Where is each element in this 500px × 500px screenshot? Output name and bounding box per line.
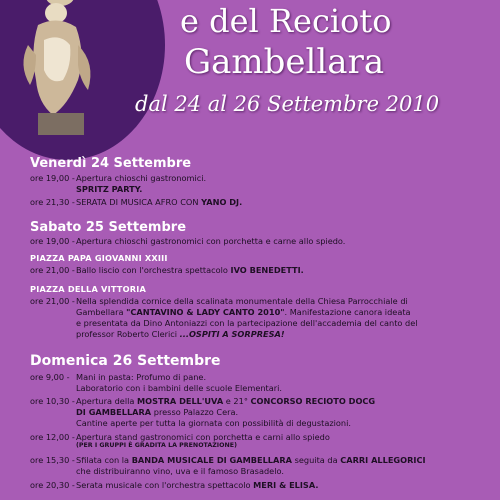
row-text: Mani in pasta: Profumo di pane. [76,372,207,382]
row-continuation: Cantine aperte per tutta la giornata con possibilità di degustazioni. [76,418,351,428]
schedule-row [30,265,304,276]
row-text: Apertura stand gastronomici con porchetta e carni allo spiedo [76,432,330,442]
row-text: Nella splendida cornice della scalinata monumentale della Chiesa Parrocchiale di [76,296,408,306]
row-continuation: Laboratorio con i bambini delle scuole Elementari. [76,383,283,393]
row-continuation: e presentata da Dino Antoniazzi con la partecipazione dell'accademia del canto del [76,318,418,328]
row-time: ore 15,30 - [30,455,75,465]
schedule-row [30,236,345,247]
row-time: ore 12,00 - [30,432,75,442]
row-text: SERATA DI MUSICA AFRO CON YANO DJ. [76,197,243,207]
day-heading-saturday: Sabato 25 Settembre [30,220,187,235]
row-text: Apertura chioschi gastronomici. [76,173,207,183]
event-title-line1: e del Recioto [180,2,392,40]
row-time: ore 21,00 - [30,296,75,306]
header-image-frame [0,0,165,160]
row-time: ore 9,00 - [30,372,70,382]
row-time: ore 20,30 - [30,480,75,490]
event-title-line2: Gambellara [184,42,385,82]
row-time: ore 19,00 - [30,236,75,246]
schedule-row [30,173,206,184]
row-time: ore 21,30 - [30,197,75,207]
row-continuation: che distribuiranno vino, uva e il famoso Brasadelo. [76,466,284,476]
venue-heading: PIAZZA PAPA GIOVANNI XXIII [30,253,168,263]
row-text: Sfilata con la BANDA MUSICALE DI GAMBELLARA seguita da CARRI ALLEGORICI [76,455,426,465]
schedule-row [30,396,375,407]
day-heading-friday: Venerdì 24 Settembre [30,156,192,171]
row-continuation: professor Roberto Clerici ...OSPITI A SORPRESA! [76,329,285,339]
venue-heading: PIAZZA DELLA VITTORIA [30,284,147,294]
row-continuation: DI GAMBELLARA presso Palazzo Cera. [76,407,239,417]
schedule-row [30,296,408,307]
row-text: Ballo liscio con l'orchestra spettacolo IVO BENEDETTI. [76,265,304,275]
schedule-row [30,372,206,383]
row-continuation: SPRITZ PARTY. [76,184,143,194]
row-text: Apertura chioschi gastronomici con porchetta e carne allo spiedo. [76,236,346,246]
day-heading-sunday: Domenica 26 Settembre [30,353,221,369]
row-continuation: Gambellara "CANTAVINO & LADY CANTO 2010". Manifestazione canora ideata [76,307,411,317]
reservation-note: (PER I GRUPPI È GRADITA LA PRENOTAZIONE) [76,442,237,449]
schedule-row [30,455,426,466]
row-time: ore 10,30 - [30,396,75,406]
event-dates: dal 24 al 26 Settembre 2010 [135,92,440,116]
row-text: Apertura della MOSTRA DELL'UVA e 21° CONCORSO RECIOTO DOCG [76,396,376,406]
schedule-row [30,480,318,491]
row-text: Serata musicale con l'orchestra spettacolo MERI & ELISA. [76,480,319,490]
row-time: ore 19,00 - [30,173,75,183]
statue-image [8,0,113,135]
row-time: ore 21,00 - [30,265,75,275]
schedule-row [30,197,242,208]
